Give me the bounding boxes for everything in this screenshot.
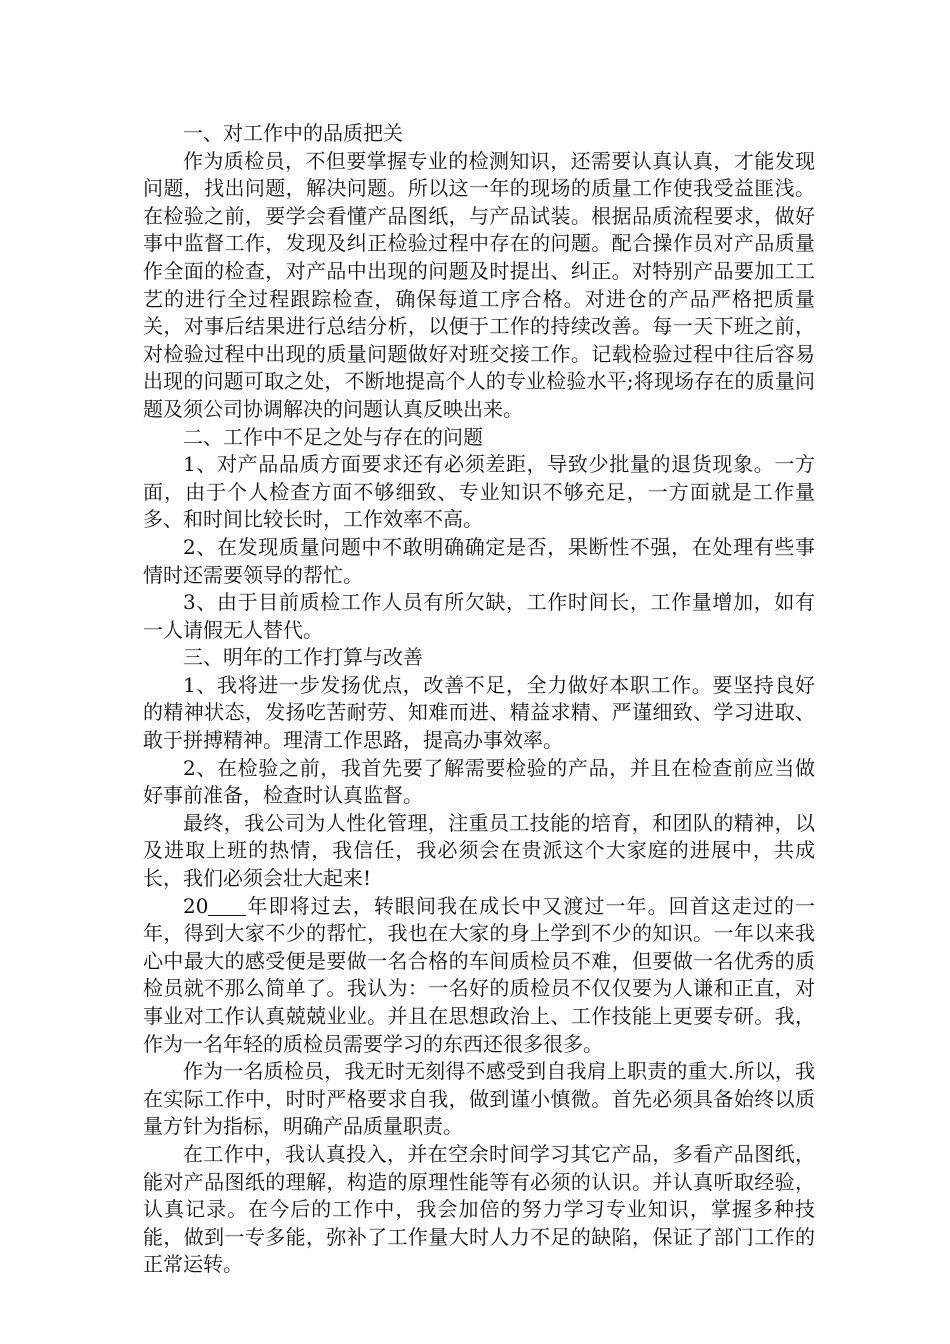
section-heading-3: 三、明年的工作打算与改善: [183, 645, 423, 670]
paragraph: 1、对产品品质方面要求还有必须差距，导致少批量的退货现象。一方面，由于个人检查方面不够细致、专业知识不够充足，一方面就是工作量多、和时间比较长时，工作效率不高。: [143, 452, 815, 532]
paragraph: 作为一名质检员，我无时无刻得不感受到自我肩上职责的重大.所以，我在实际工作中，时时严格要求自我，做到谨小慎微。首先必须具备始终以质量方针为指标，明确产品质量职责。: [143, 1059, 815, 1139]
section-heading-2: 二、工作中不足之处与存在的问题: [183, 424, 483, 449]
year-paragraph-text: 年即将过去，转眼间我在成长中又渡过一年。回首这走过的一年，得到大家不少的帮忙，我也在大家的身上学到不少的知识。一年以来我心中最大的感受便是要做一名合格的车间质检员不难，但要做一名优秀的质检员就不那么简单了。我认为：一名好的质检员不仅仅要为人谦和正直，对事业对工作认真兢兢业业。并且在思想政治上、工作技能上更要专研。我，作为一名年轻的质检员需要学习的东西还很多很多。: [143, 893, 815, 1056]
paragraph: 2、在发现质量问题中不敢明确确定是否，果断性不强，在处理有些事情时还需要领导的帮忙。: [143, 534, 815, 587]
section-heading-1: 一、对工作中的品质把关: [183, 121, 403, 145]
paragraph: 最终，我公司为人性化管理，注重员工技能的培育，和团队的精神，以及进取上班的热情，我信任，我必须会在贵派这个大家庭的进展中，共成长，我们必须会壮大起来!: [143, 810, 815, 891]
document-body: [143, 120, 815, 1279]
paragraph: 在工作中，我认真投入，并在空余时间学习其它产品，多看产品图纸，能对产品图纸的理解，构造的原理性能等有必须的认识。并认真听取经验，认真记录。在今后的工作中，我会加倍的努力学习专业知识，掌握多种技能，做到一专多能，弥补了工作量大时人力不足的缺陷，保证了部门工作的正常运转。: [143, 1141, 815, 1277]
paragraph: 3、由于目前质检工作人员有所欠缺，工作时间长，工作量增加，如有一人请假无人替代。: [143, 590, 815, 642]
paragraph: 1、我将进一步发扬优点，改善不足，全力做好本职工作。要坚持良好的精神状态，发扬吃苦耐劳、知难而进、精益求精、严谨细致、学习进取、敢于拼搏精神。理清工作思路，提高办事效率。: [143, 672, 815, 753]
year-blank: [208, 895, 246, 916]
paragraph-year: [143, 893, 815, 1059]
paragraph: 2、在检验之前，我首先要了解需要检验的产品，并且在检查前应当做好事前准备，检查时认真监督。: [143, 755, 815, 808]
paragraph: 作为质检员，不但要掌握专业的检测知识，还需要认真认真，才能发现问题，找出问题，解决问题。所以这一年的现场的质量工作使我受益匪浅。在检验之前，要学会看懂产品图纸，与产品试装。根据品质流程要求，做好事中监督工作，发现及纠正检验过程中存在的问题。配合操作员对产品质量作全面的检查，对产品中出现的问题及时提出、纠正。对特别产品要加工工艺的进行全过程跟踪检查，确保每道工序合格。对进仓的产品严格把质量关，对事后结果进行总结分析，以便于工作的持续改善。每一天下班之前，对检验过程中出现的质量问题做好对班交接工作。记载检验过程中往后容易出现的问题可取之处，不断地提高个人的专业检验水平;将现场存在的质量问题及须公司协调解决的问题认真反映出来。: [143, 148, 815, 421]
year-prefix: 20: [183, 893, 209, 918]
